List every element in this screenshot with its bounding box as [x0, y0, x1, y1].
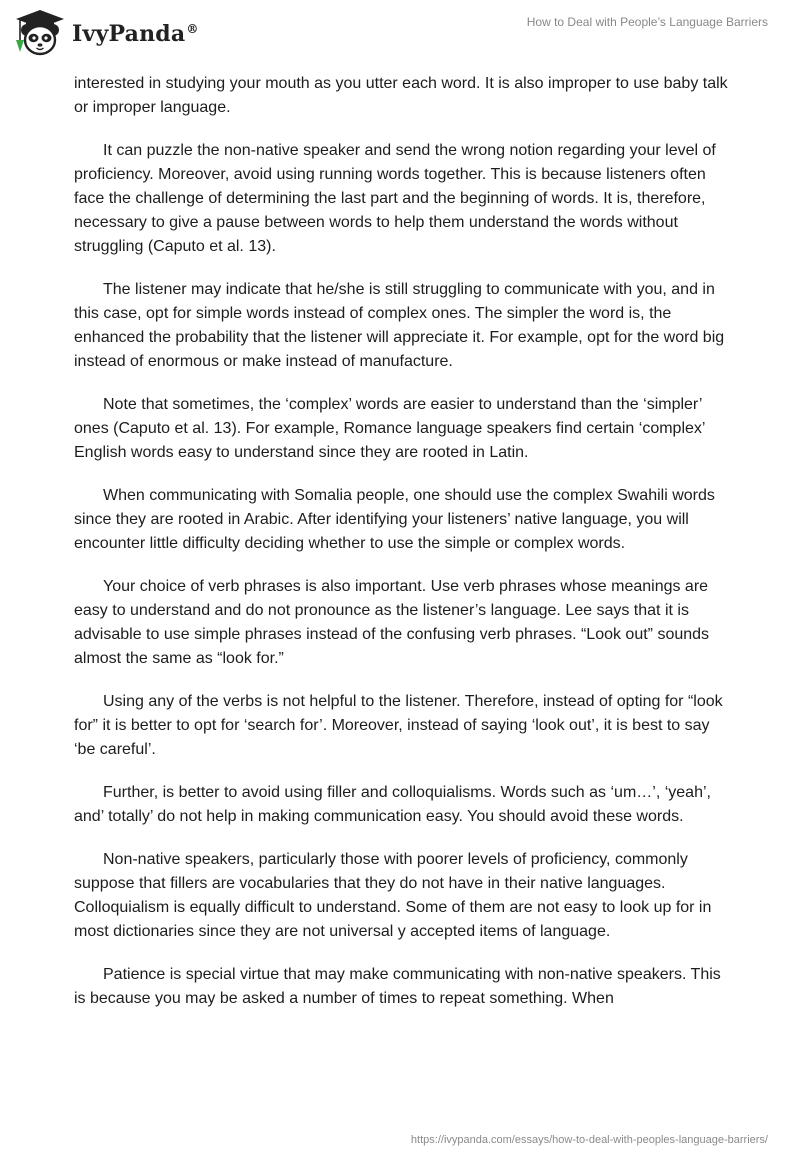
paragraph: Note that sometimes, the ‘complex’ words are easier to understand than the ‘simpler’ ones (Caputo et al. 13). For example, Romance language speakers find certain ‘complex’ English words easy to understand since they are rooted in Latin.	[74, 396, 705, 461]
paragraph: Non-native speakers, particularly those with poorer levels of proficiency, commonly suppose that fillers are vocabularies that they do not have in their native languages. Colloquialism is equally difficult to understand. Some of them are not easy to look up for in most dictionaries since they are not universal y accepted items of language.	[74, 851, 712, 940]
source-url[interactable]: https://ivypanda.com/essays/how-to-deal-with-peoples-language-barriers/	[410, 1134, 768, 1146]
paragraph: When communicating with Somalia people, one should use the complex Swahili words since they are rooted in Arabic. After identifying your listeners’ native language, you will encounter little difficulty deciding whether to use the simple or complex words.	[74, 487, 715, 552]
paragraph: Further, is better to avoid using filler and colloquialisms. Words such as ‘um…’, ‘yeah’, and’ totally’ do not help in making communication easy. You should avoid these words.	[74, 784, 711, 825]
brand-name-text: IvyPanda	[72, 21, 186, 47]
paragraph: Using any of the verbs is not helpful to the listener. Therefore, instead of opting for “look for” it is better to opt for ‘search for’. Moreover, instead of saying ‘look out’, it is best to say ‘be careful’.	[74, 693, 723, 758]
registered-mark: ®	[186, 21, 199, 36]
paragraph: Patience is special virtue that may make communicating with non-native speakers. This is because you may be asked a number of times to repeat something. When	[74, 966, 721, 1007]
paragraph: It can puzzle the non-native speaker and send the wrong notion regarding your level of proficiency. Moreover, avoid using running words together. This is because listeners often face the challenge of determining the last part and the beginning of words. It is, therefore, necessary to give a pause between words to help them understand the words without struggling (Caputo et al. 13).	[74, 142, 716, 255]
paragraph: interested in studying your mouth as you utter each word. It is also improper to use baby talk or improper language.	[74, 75, 728, 116]
paragraph: Your choice of verb phrases is also important. Use verb phrases whose meanings are easy to understand and do not pronounce as the listener’s language. Lee says that it is advisable to use simple phrases instead of the confusing verb phrases. “Look out” sounds almost the same as “look for.”	[74, 578, 710, 667]
document-title: How to Deal with People’s Language Barriers	[526, 15, 768, 29]
brand-name	[72, 21, 199, 47]
panda-graduate-icon	[12, 8, 68, 60]
essay-body	[74, 72, 728, 1030]
paragraph: The listener may indicate that he/she is still struggling to communicate with you, and in this case, opt for simple words instead of complex ones. The simpler the word is, the enhanced the probability that the listener will appreciate it. For example, opt for the word big instead of enormous or make instead of manufacture.	[74, 281, 725, 370]
page-header	[0, 0, 800, 68]
brand-logo[interactable]	[12, 6, 199, 62]
